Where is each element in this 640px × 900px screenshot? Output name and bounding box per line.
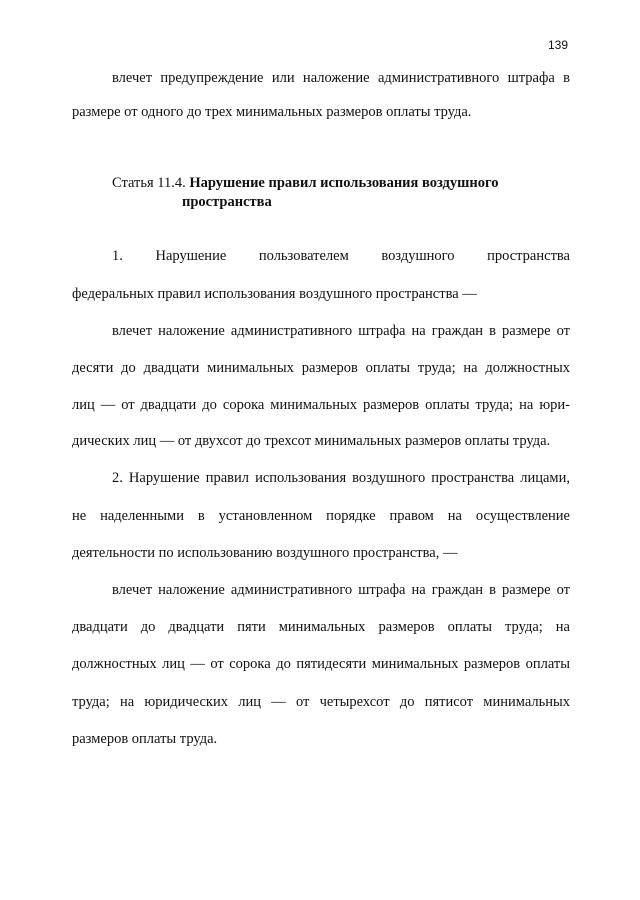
article-label: Статья 11.4. [112, 175, 186, 191]
text-line-p2-3: деятельности по использованию воздушного пространства, — [72, 545, 458, 561]
text-line-s2-4: труда; на юридических лиц — от четырехсот до пятисот минимальных [72, 694, 570, 710]
article-title: Нарушение правил использования воздушного [189, 175, 499, 191]
text-line-p2-1: 2. Нарушение правил использования воздушного пространства лицами, [112, 470, 570, 486]
text-line-p2-2: не наделенными в установленном порядке правом на осуществление [72, 508, 570, 524]
text-line-s1-4: дических лиц — от двухсот до трехсот минимальных размеров оплаты труда. [72, 433, 551, 449]
article-heading [112, 174, 498, 192]
text-line-s2-3: должностных лиц — от сорока до пятидесяти минимальных размеров оплаты [72, 656, 570, 672]
text-line-s1-2: десяти до двадцати минимальных размеров оплаты труда; на должностных [72, 360, 570, 376]
article-title-cont: пространства [182, 194, 272, 210]
text-line-para0-2: размере от одного до трех минимальных размеров оплаты труда. [72, 104, 472, 120]
text-line-p1-2: федеральных правил использования воздушного пространства — [72, 286, 477, 302]
text-line-para0-1: влечет предупреждение или наложение административного штрафа в [112, 70, 570, 86]
text-line-s2-5: размеров оплаты труда. [72, 731, 218, 747]
text-line-s1-3: лиц — от двадцати до сорока минимальных размеров оплаты труда; на юри- [72, 397, 570, 413]
text-line-p1-1: 1. Нарушение пользователем воздушного пространства [112, 248, 570, 264]
text-line-s1-1: влечет наложение административного штрафа на граждан в размере от [112, 323, 570, 339]
text-line-s2-2: двадцати до двадцати пяти минимальных размеров оплаты труда; на [72, 619, 570, 635]
page-number: 139 [547, 38, 568, 52]
text-line-s2-1: влечет наложение административного штрафа на граждан в размере от [112, 582, 570, 598]
